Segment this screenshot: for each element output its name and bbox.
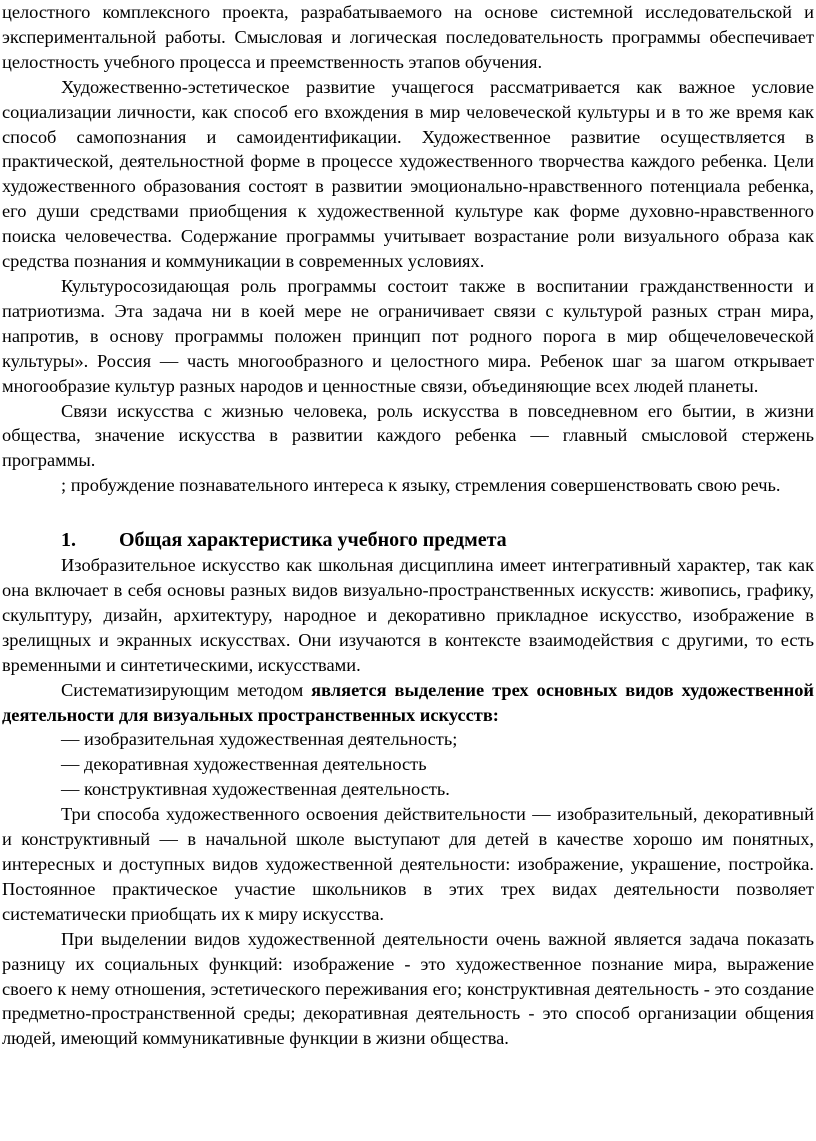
paragraph-section-intro: Изобразительное искусство как школьная дисциплина имеет интегративный характер, так как она включает в себя основы разных видов визуально-пространственных искусств: живопись, графику, скульптуру, дизайн, архитектуру, народное и декоративно прикладное искусство, изображение в зрелищных и экранных искусствах. Они изучаются в контексте взаимодействия с другими, то есть временными и синтетическими, искусствами. (2, 555, 814, 675)
list-item: — изобразительная художественная деятельность; (61, 729, 458, 750)
paragraph-three-methods: Три способа художественного освоения действительности — изобразительный, декоративный и конструктивный — в начальной школе выступают для детей в качестве хорошо им понятных, интересных и доступных видов художественной деятельности: изображение, украшение, постройка. Постоянное практическое участие школьников в этих трех видах деятельности позволяет систематически приобщать их к миру искусства. (2, 804, 814, 924)
paragraph-continuation: целостного комплексного проекта, разрабатываемого на основе системной исследовательской и экспериментальной работы. Смысловая и логическая последовательность программы обеспечивает целостность учебного процесса и преемственность этапов обучения. (2, 2, 814, 72)
paragraph-cognitive-interest: ; пробуждение познавательного интереса к языку, стремления совершенствовать свою речь. (61, 475, 781, 496)
paragraph-cultural-role: Культуросозидающая роль программы состоит также в воспитании гражданственности и патриотизма. Эта задача ни в коей мере не ограничивает связи с культурой разных стран мира, напротив, в основу программы положен принцип пот родного порога в мир общечеловеческой культуры». Россия — часть многообразного и целостного мира. Ребенок шаг за шагом открывает многообразие культур разных народов и ценностные связи, объединяющие всех людей планеты. (2, 275, 814, 396)
section-title: Общая характеристика учебного предмета (119, 529, 507, 552)
section-spacer (2, 498, 814, 528)
method-bold-text: является выделение трех основных видов художественной деятельности для визуальных пространственных искусств: (2, 679, 814, 725)
section-heading (2, 528, 814, 553)
paragraph-social-functions: При выделении видов художественной деятельности очень важной является задача показать разницу их социальных функций: изображение - это художественное познание мира, выражение своего к нему отношения, эстетического переживания его; конструктивная деятельность - это создание предметно-пространственной среды; декоративная деятельность - это способ организации общения людей, имеющий коммуникативные функции в жизни общества. (2, 928, 814, 1049)
paragraph-aesthetic-development: Художественно-эстетическое развитие учащегося рассматривается как важное условие социализации личности, как способ его вхождения в мир человеческой культуры и в то же время как способ самопознания и самоидентификации. Художественное развитие осуществляется в практической, деятельностной форме в процессе художественного творчества каждого ребенка. Цели художественного образования состоят в развитии эмоционально-нравственного потенциала ребенка, его души средствами приобщения к художественной культуре как форме духовно-нравственного поиска человечества. Содержание программы учитывает возрастание роли визуального образа как средства познания и коммуникации в современных условиях. (2, 76, 814, 272)
paragraph-art-and-life: Связи искусства с жизнью человека, роль искусства в повседневном его бытии, в жизни общества, значение искусства в развитии каждого ребенка — главный смысловой стержень программы. (2, 400, 814, 471)
method-plain-text: Систематизирующим методом (61, 679, 312, 700)
paragraph-method (2, 678, 814, 728)
list-item: — декоративная художественная деятельность (61, 754, 427, 775)
list-item: — конструктивная художественная деятельность. (61, 779, 450, 800)
section-number: 1. (61, 529, 76, 552)
